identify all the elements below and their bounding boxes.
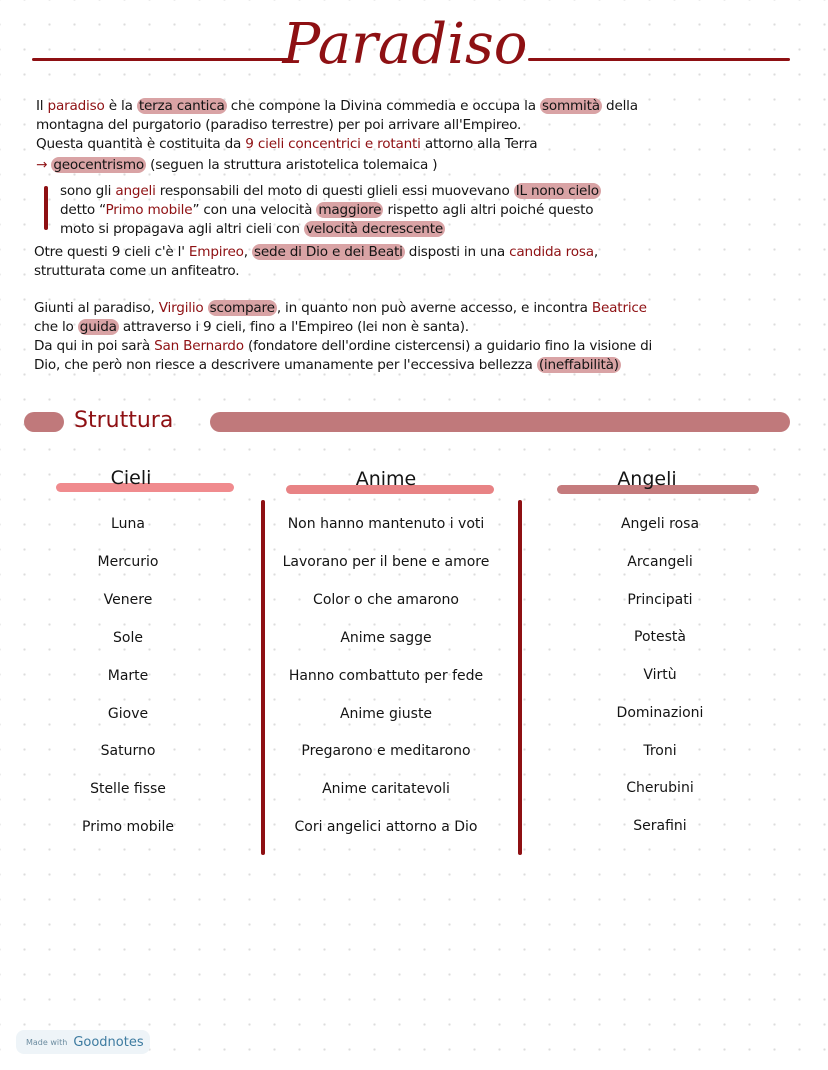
angeli-item: Potestà: [634, 629, 686, 645]
angeli-item: Serafini: [633, 818, 687, 834]
anime-item: Lavorano per il bene e amore: [282, 554, 490, 570]
cieli-item: Saturno: [100, 743, 156, 759]
anime-item: Color o che amarono: [313, 592, 459, 608]
term-angeli: angeli: [115, 183, 156, 199]
cieli-item: Luna: [111, 516, 145, 532]
term-empireo: Empireo: [188, 244, 244, 260]
cieli-item: Stelle fisse: [90, 781, 166, 797]
section-pill-right: [210, 412, 790, 432]
intro-line-1: Il paradiso è la terza cantica che compone la Divina commedia e occupa la sommità della: [36, 98, 638, 114]
angeli-item: Angeli rosa: [620, 516, 700, 532]
anime-item: Non hanno mantenuto i voti: [287, 516, 485, 532]
cieli-item: Mercurio: [97, 554, 159, 570]
column-divider-right: [518, 500, 522, 855]
badge-small-text: Made with: [26, 1037, 68, 1047]
highlight-geocentrismo: geocentrismo: [53, 157, 145, 173]
quote-bar: [44, 186, 48, 230]
highlight-maggiore: maggiore: [318, 202, 382, 218]
column-divider-left: [261, 500, 265, 855]
anime-item: Anime giuste: [339, 706, 433, 722]
cieli-item: Venere: [103, 592, 153, 608]
title-line-left: [32, 58, 290, 61]
cieli-item: Marte: [107, 668, 149, 684]
term-nove-cieli: 9 cieli concentrici e rotanti: [245, 136, 421, 152]
para2-line-2: che lo guida attraverso i 9 cieli, fino a l'Empireo (lei non è santa).: [34, 319, 469, 335]
angeli-item: Virtù: [643, 667, 677, 683]
anime-item: Pregarono e meditarono: [301, 743, 471, 759]
intro-line-4: → geocentrismo (seguen la struttura aristotelica tolemaica ): [36, 157, 438, 173]
column-heading-angeli: Angeli: [617, 468, 677, 490]
cieli-item: Sole: [113, 630, 143, 646]
highlight-velocita-decrescente: velocità decrescente: [305, 221, 444, 237]
para2-line-3: Da qui in poi sarà San Bernardo (fondatore dell'ordine cistercensi) a guidario fino la visione di: [34, 338, 653, 354]
term-candida-rosa: candida rosa: [509, 244, 594, 260]
highlight-sede-di-dio: sede di Dio e dei Beati: [253, 244, 403, 260]
badge-brand-text: Goodnotes: [73, 1034, 144, 1050]
title-line-right: [528, 58, 790, 61]
anime-item: Anime caritatevoli: [322, 781, 450, 797]
term-san-bernardo: San Bernardo: [154, 338, 244, 354]
highlight-guida: guida: [79, 319, 117, 335]
anime-item: Cori angelici attorno a Dio: [294, 819, 478, 835]
made-with-goodnotes-badge[interactable]: [16, 1030, 150, 1054]
quote-line-3: moto si propagava agli altri cieli con velocità decrescente: [60, 221, 444, 237]
highlight-sommita: sommità: [541, 98, 600, 114]
intro-line-3: Questa quantità è costituita da 9 cieli concentrici e rotanti attorno alla Terra: [36, 136, 538, 152]
column-heading-cieli: Cieli: [110, 467, 152, 489]
page-title: Paradiso: [282, 12, 528, 77]
intro-line-2: montagna del purgatorio (paradiso terrestre) per poi arrivare all'Empireo.: [36, 117, 522, 133]
anime-item: Anime sagge: [340, 630, 432, 646]
highlight-nono-cielo: IL nono cielo: [515, 183, 599, 199]
cieli-item: Giove: [107, 706, 149, 722]
angeli-item: Principati: [627, 592, 693, 608]
section-title-struttura: Struttura: [74, 408, 174, 433]
angeli-item: Cherubini: [626, 780, 694, 796]
term-primo-mobile: Primo mobile: [105, 202, 193, 218]
highlight-scompare: scompare: [209, 300, 275, 316]
para2-line-4: Dio, che però non riesce a descrivere umanamente per l'eccessiva bellezza (ineffabilità): [34, 357, 619, 373]
column-heading-anime: Anime: [355, 468, 417, 490]
highlight-terza-cantica: terza cantica: [138, 98, 225, 114]
section-pill-left: [24, 412, 64, 432]
intro-line-6: strutturata come un anfiteatro.: [34, 263, 240, 279]
anime-item: Hanno combattuto per fede: [288, 668, 484, 684]
quote-line-1: sono gli angeli responsabili del moto di questi glieli essi muovevano IL nono cielo: [60, 183, 599, 199]
quote-line-2: detto “Primo mobile” con una velocità maggiore rispetto agli altri poiché questo: [60, 202, 594, 218]
term-beatrice: Beatrice: [591, 300, 647, 316]
para2-line-1: Giunti al paradiso, Virgilio scompare , in quanto non può averne accesso, e incontra Beatrice: [34, 300, 647, 316]
intro-line-5: Otre questi 9 cieli c'è l' Empireo, sede di Dio e dei Beati disposti in una candida rosa,: [34, 244, 598, 260]
angeli-item: Troni: [643, 743, 677, 759]
cieli-item: Primo mobile: [82, 819, 174, 835]
angeli-item: Dominazioni: [616, 705, 704, 721]
angeli-item: Arcangeli: [627, 554, 693, 570]
term-virgilio: Virgilio: [158, 300, 204, 316]
highlight-ineffabilita: (ineffabilità): [538, 357, 619, 373]
term-paradiso: paradiso: [47, 98, 105, 114]
